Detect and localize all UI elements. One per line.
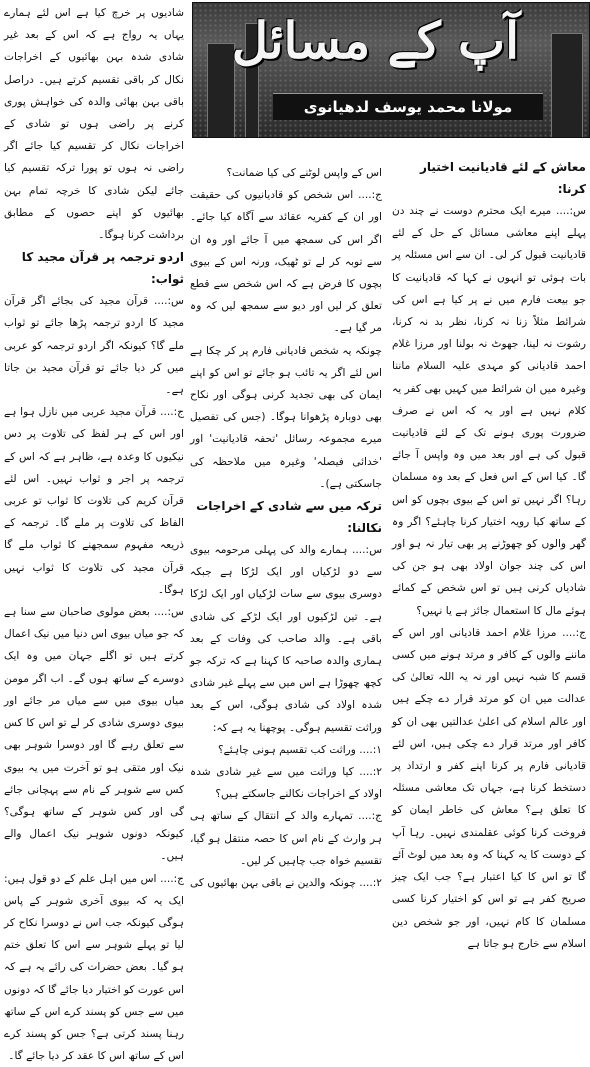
answer: ج:.... تمہارے والد کے انتقال کے ساتھ ہی ہر وارث کے نام اس کا حصہ منتقل ہو گیا، تقسیم خواہ جب چاہیں کر لیں۔ <box>190 810 382 867</box>
section-heading: اردو ترجمہ پر قرآن مجید کا ثواب: <box>21 250 184 287</box>
answer: ۲:.... چونکہ والدین نے باقی بہن بھائیوں کی <box>190 877 382 890</box>
question-item: ۱:.... وراثت کب تقسیم ہونی چاہئے؟ <box>217 743 382 756</box>
answer: ج:.... مرزا غلام احمد قادیانی اور اس کے ماننے والوں کے کافر و مرتد ہونے میں کسی قسم کا شبہ نہیں اور نہ یہ اللہ تعالیٰ کی عدالت میں ان کو مرتد قرار دے چکے ہیں اور عالم اسلام کی اعلیٰ عدالتیں بھی ان کو کافر اور مرتد قرار دے چکی ہیں، اس لئے قادیانی فارم پر کرنا اپنے کفر و ارتداد پر دستخط کرنا ہے، جہاں تک معاشی مسئلہ کا تعلق ہے؟ معاش کی خاطر ایمان کو فروخت کرنا کوئی عقلمندی نہیں۔ رہا آپ کے دوست کا یہ کہنا کہ وہ بعد میں لوٹ آئے گا تو اس کا کیا اعتبار ہے؟ جب ایک چیز صریح کفر ہے تو اس کو اختیار کرنا کسی مسلمان کا کام نہیں، اور جو شخص دین اسلام سے خارج ہو جاتا ہے <box>392 626 586 950</box>
right-column <box>392 156 586 955</box>
answer: ج:.... اس میں اہل علم کے دو قول ہیں: ایک یہ کہ بیوی آخری شوہر کے پاس ہوگی کیونکہ جب اس نے دوسرا نکاح کر لیا تو پہلے شوہر سے اس کا تعلق ختم ہو گیا۔ بعض حضرات کی رائے یہ ہے کہ اس عورت کو اختیار دیا جائے گا کہ دونوں میں سے جس کو پسند کرے اس کے ساتھ رہنا پسند کرتی ہے؟ جس کو پسند کرے اس کے ساتھ اس کا عقد کر دیا جائے گا۔ <box>4 872 184 1063</box>
question: س:.... میرے ایک محترم دوست نے چند دن پہلے اپنے معاشی مسائل کے حل کے لئے قادیانیت قبول کر لی۔ ان سے اس مسئلہ پر بات ہوئی تو انہوں نے کہا کہ قادیانیت کا جو بیعت فارم میں نے پر کیا ہے اس کی شرائط مثلاً زنا نہ کرنا، نظر بد نہ کرنا، رشوت نہ لینا، جھوٹ نہ بولنا اور مرزا غلام احمد قادیانی کو مہدی علیہ السلام ماننا وغیرہ میں ان شرائط میں کہیں بھی کفر یہ کلام نہیں ہے اور یہ کہ اس نے صرف ضرورت پوری ہونے تک کے لئے قادیانیت قبول کی ہے اور بعد میں وہ واپس آ جائے گا۔ کیا اس کے اس فعل کے بعد وہ مسلمان رہا؟ اگر نہیں تو اس کے بیوی بچوں کو اس کے ساتھ کیا رویہ اختیار کرنا چاہئے؟ اگر وہ گھر والوں کو چھوڑنے پر بھی تیار نہ ہو اور اس کی چند جوان اولاد بھی ہو جن کی شادیاں کرنی ہیں تو اس شخص کے کمائے ہوئے مال کا استعمال جائز ہے یا نہیں؟ <box>392 205 586 617</box>
banner-author: مولانا محمد یوسف لدھیانوی <box>273 93 543 120</box>
question: س:.... بعض مولوی صاحبان سے سنا ہے کہ جو میاں بیوی اس دنیا میں نیک اعمال کرتے ہیں تو اگلے جہان میں وہ ایک دوسرے کے ساتھ ہوں گے۔ اب اگر مومن میاں بیوی میں سے میاں مر جائے اور بیوی دوسری شادی کر لے تو اس کا کس سے تعلق رہے گا اور دوسرا شوہر بھی نیک اور متقی ہو تو آخرت میں یہ بیوی کس سے شوہر کے نام سے پہچانی جائے گی اور کس شوہر کے ساتھ ہوگی؟ کیونکہ دونوں شوہر نیک اعمال والے ہیں۔ <box>4 606 184 863</box>
question: س:.... ہمارے والد کی پہلی مرحومہ بیوی سے دو لڑکیاں اور ایک لڑکا ہے جبکہ دوسری بیوی سے سات لڑکیاں اور ایک لڑکا ہے۔ تین لڑکیوں اور ایک لڑکے کی شادی باقی ہے۔ والد صاحب کی وفات کے بعد ہماری والدہ صاحبہ کا کہنا ہے کہ ترکہ جو کچھ چھوڑا ہے اس میں سے پہلے غیر شادی شدہ اولاد کی شادی ہوگی، اس کے بعد وراثت تقسیم ہوگی۔ پوچھنا یہ ہے کہ: <box>190 544 382 734</box>
banner-title: آپ کے مسائل <box>231 11 519 70</box>
answer: چونکہ یہ شخص قادیانی فارم پر کر چکا ہے اس لئے اگر یہ تائب ہو جائے تو اس کو اپنے ایمان کی بھی تجدید کرنی ہوگی اور نکاح بھی دوبارہ پڑھوانا ہوگا۔ (جس کی تفصیل میرے مجموعہ رسائل 'تحفہ قادیانیت' اور 'خدائی فیصلہ' وغیرہ میں ملاحظہ کی جاسکتی ہے)۔ <box>190 344 382 490</box>
question: س:.... قرآن مجید کی بجائے اگر قرآن مجید کا اردو ترجمہ پڑھا جائے تو ثواب ملے گا؟ کیونکہ اگر اردو ترجمہ کو عربی میں کر دیا جائے تو قرآن مجید بن جاتا ہے۔ <box>4 295 184 397</box>
column-banner <box>192 2 590 138</box>
question-item: ۲:.... کیا وراثت میں سے غیر شادی شدہ اولاد کے اخراجات نکالنے جاسکتے ہیں؟ <box>190 766 382 801</box>
paragraph: شادیوں پر خرچ کیا ہے اس لئے ہمارے یہاں یہ رواج ہے کہ اس کے بعد غیر شادی شدہ بہن بھائیوں کے اخراجات نکال کر باقی تقسیم کرتے ہیں۔ دراصل باقی بہن بھائی والدہ کی خواہش پوری کرنے پر راضی ہوں تو شادی کے اخراجات نکال کر تقسیم کیا جائے اگر راضی نہ ہوں تو پورا ترکہ تقسیم کیا جائے لیکن شادی کا خرچہ تمام بہن بھائیوں کو اپنے حصوں کے مطابق برداشت کرنا ہوگا۔ <box>4 7 184 242</box>
answer: ج:.... قرآن مجید عربی میں نازل ہوا ہے اور اس کے ہر لفظ کی تلاوت پر دس نیکیوں کا وعدہ ہے، ظاہر ہے کہ اس کے ترجمہ پر اجر و ثواب نہیں۔ اس لئے قرآن کریم کی تلاوت کا ثواب تو عربی الفاظ کی تلاوت پر ملے گا۔ ترجمہ کے ذریعہ مفہوم سمجھنے کا ثواب ملے گا قرآن مجید کی تلاوت کا ثواب نہیں ہوگا۔ <box>4 406 184 596</box>
section-heading: ترکہ میں سے شادی کے اخراجات نکالنا: <box>196 499 382 536</box>
answer: ج:.... اس شخص کو قادیانیوں کی حقیقت اور ان کے کفریہ عقائد سے آگاہ کیا جائے۔ اگر اس کی سمجھ میں آ جائے اور وہ ان سے توبہ کر لے تو ٹھیک، ورنہ اس کے بیوی بچوں کا فرض ہے کہ اس شخص سے قطع تعلق کر لیں اور دیو سے سمجھ لیں کہ وہ مر گیا ہے۔ <box>190 189 382 335</box>
question-end: اس کے واپس لوٹنے کی کیا ضمانت؟ <box>226 167 382 179</box>
left-column <box>4 2 184 1067</box>
mosque-silhouette-right <box>551 33 583 138</box>
section-heading: معاش کے لئے قادیانیت اختیار کرنا: <box>419 160 586 196</box>
middle-column <box>190 162 382 894</box>
